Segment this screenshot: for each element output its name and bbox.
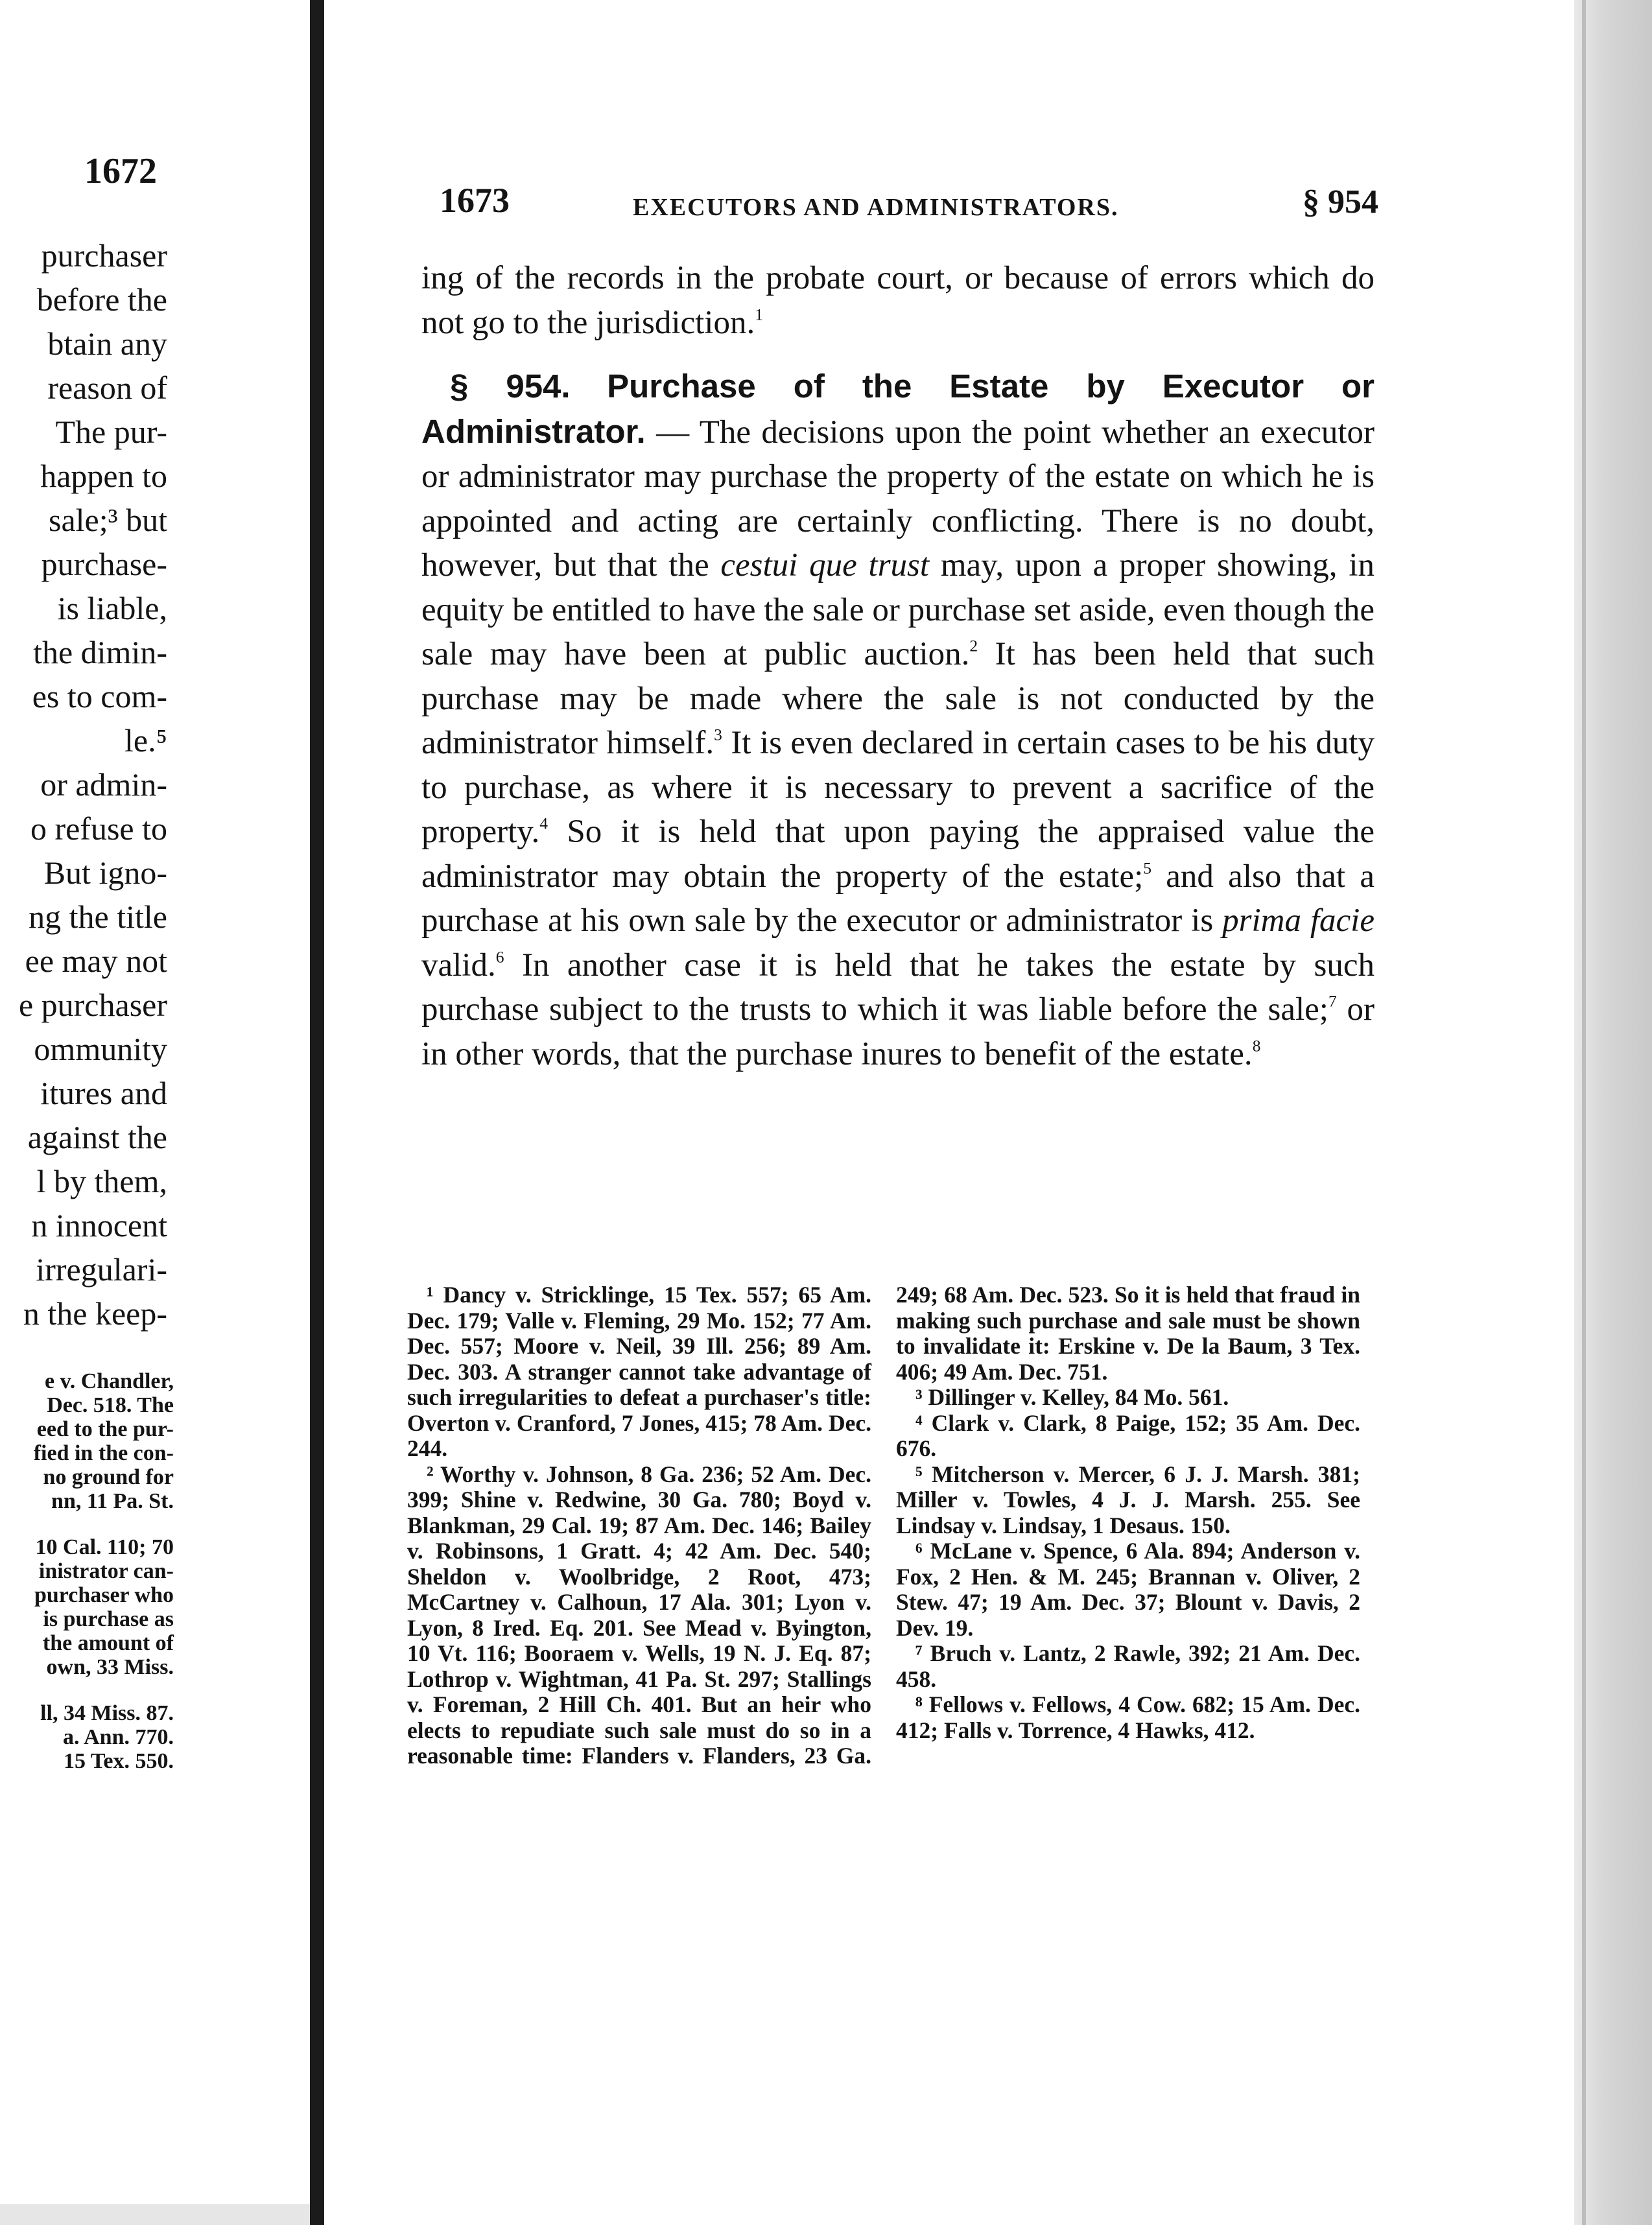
left-line: itures and (40, 1075, 167, 1111)
left-line: o refuse to (30, 810, 167, 847)
left-note-line: is purchase as (43, 1607, 174, 1631)
left-line: n the keep- (23, 1295, 167, 1332)
body-text: may, upon a proper showing, in equity be entitled to have the sale or purchase set aside, even though the sale may have been at public auction. (421, 547, 1375, 672)
left-line: the dimin- (33, 634, 167, 670)
footnote: ⁴ Clark v. Clark, 8 Paige, 152; 35 Am. Dec. 676. (896, 1409, 1360, 1461)
left-note-line: inistrator can- (38, 1559, 174, 1583)
footnote: ³ Dillinger v. Kelley, 84 Mo. 561. (915, 1384, 1229, 1410)
section-number: § 954. (450, 368, 571, 405)
left-line: sale;³ but (48, 502, 167, 538)
left-note-line: no ground for (43, 1465, 174, 1489)
page-edge (1574, 0, 1652, 2225)
body-text: — The decisions upon the point whether an executor or administrator may purchase the property of the estate on which he is appointed and acting are certainly conflicting. There is no doubt, however, but that the (421, 414, 1375, 583)
footnote: ⁷ Bruch v. Lantz, 2 Rawle, 392; 21 Am. Dec. 458. (896, 1640, 1360, 1692)
left-page-number: 1672 (84, 151, 157, 191)
left-note-line: a. Ann. 770. (63, 1725, 174, 1749)
left-line: The pur- (55, 414, 167, 450)
main-text (421, 256, 1375, 1076)
body-text: In another case it is held that he takes the estate by such purchase subject to the trusts to which it was liable before the sale; (421, 947, 1375, 1028)
left-note-line: ll, 34 Miss. 87. (40, 1701, 174, 1725)
left-note-line: fied in the con- (33, 1441, 174, 1465)
left-page-footnotes (0, 1369, 174, 1773)
left-line: es to com- (32, 678, 167, 714)
book-gutter (310, 0, 324, 2225)
footnote: ² Worthy v. Johnson, 8 Ga. 236; 52 Am. Dec. 399; Shine v. Redwine, 30 Ga. 780; Boyd v. Blankman, 29 Cal. 19; 87 Am. Dec. 146; Bailey v. Robinsons, 1 Gratt. 4; 42 Am. Dec. 540; Sheldon v. Woolbridge, 2 Root, 473; McCartney v. Calhoun, 17 Ala. 301; Lyon v. Lyon, 8 Ired. Eq. 201. See Mead v. Byington, 10 Vt. 116; Booraem v. Wells, 19 N. J. Eq. 87; Lothrop v. Wightman, 41 Pa. St. 297; Stallings v. Foreman, 2 Hill Ch. 401. But an heir who elects to repudiate such sale must do so in a reasonable time: Flanders v. Flanders, 23 Ga. 249; 68 Am. Dec. 523. So it is held that fraud in making such purchase and sale must be shown to invalidate it: Erskine v. De la Baum, 3 Tex. 406; 49 Am. Dec. 751. (407, 1282, 1360, 1769)
body-text: So it is held that upon paying the appraised value the administrator may obtain the property of the estate; (421, 814, 1375, 895)
left-line: But igno- (43, 854, 167, 891)
left-line: ee may not (25, 943, 167, 979)
left-page (0, 0, 310, 2225)
footnotes (407, 1282, 1360, 1769)
left-note-line: the amount of (42, 1631, 174, 1655)
left-line: or admin- (40, 766, 167, 803)
left-page-text (0, 233, 167, 1336)
footnote-ref: 1 (755, 305, 763, 324)
left-note-line: 10 Cal. 110; 70 (35, 1535, 174, 1559)
left-line: ng the title (29, 899, 167, 935)
page-edge-shadow (0, 2204, 310, 2225)
section-heading: Purchase of the Estate by Executor or Administrator. (421, 368, 1375, 450)
left-note-line: purchaser who (34, 1583, 174, 1607)
footnote-ref: 4 (539, 814, 548, 833)
left-note-line: e v. Chandler, (44, 1369, 174, 1393)
left-line: before the (36, 281, 167, 318)
footnote-ref: 5 (1143, 858, 1151, 878)
footnote-ref: 2 (969, 636, 978, 655)
left-line: n innocent (31, 1207, 167, 1243)
left-line: ommunity (34, 1031, 167, 1067)
left-note-line: 15 Tex. 550. (63, 1749, 174, 1773)
footnote-ref: 3 (714, 725, 722, 744)
left-note-line: nn, 11 Pa. St. (51, 1489, 174, 1513)
left-note-line: Dec. 518. The (47, 1393, 174, 1417)
body-text: It has been held that such purchase may be made where the sale is not conducted by the administrator himself. (421, 636, 1375, 761)
body-text: It is even declared in certain cases to be his duty to purchase, as where it is necessary to prevent a sacrifice of the property. (421, 725, 1375, 850)
carryover-text: ing of the records in the probate court, or because of errors which do not go to the jurisdiction. (421, 260, 1375, 341)
footnote: ⁶ McLane v. Spence, 6 Ala. 894; Anderson v. Fox, 2 Hen. & M. 245; Brannan v. Oliver, 2 Stew. 47; 19 Am. Dec. 37; Blount v. Davis, 2 Dev. 19. (896, 1538, 1360, 1641)
page-number: 1673 (440, 181, 510, 220)
body-text: valid. (421, 947, 496, 983)
left-note-line: own, 33 Miss. (46, 1655, 174, 1679)
left-line: le.⁵ (124, 722, 167, 759)
left-note-line: eed to the pur- (36, 1417, 174, 1441)
footnote-ref: 7 (1328, 991, 1337, 1011)
latin-phrase: prima facie (1222, 902, 1375, 939)
footnote-ref: 6 (495, 947, 504, 967)
carryover-paragraph (421, 256, 1375, 345)
running-head-title: EXECUTORS AND ADMINISTRATORS. (633, 194, 1119, 221)
left-line: irregulari- (36, 1251, 167, 1288)
body-text: and also that a purchase at his own sale by the executor or administrator is (421, 858, 1375, 939)
footnote-ref: 8 (1252, 1036, 1261, 1055)
section-paragraph (421, 364, 1375, 1076)
latin-phrase: cestui que trust (720, 547, 930, 583)
footnote: ⁸ Fellows v. Fellows, 4 Cow. 682; 15 Am. Dec. 412; Falls v. Torrence, 4 Hawks, 412. (896, 1691, 1360, 1743)
left-line: l by them, (36, 1163, 167, 1199)
page-edge-line (1582, 0, 1586, 2225)
left-line: reason of (47, 370, 167, 406)
footnote: ¹ Dancy v. Stricklinge, 15 Tex. 557; 65 Am. Dec. 179; Valle v. Fleming, 29 Mo. 152; 77 Am. Dec. 557; Moore v. Neil, 39 Ill. 256; 89 Am. Dec. 303. A stranger cannot take advantage of such irregularities to defeat a purchaser's title: Overton v. Cranford, 7 Jones, 415; 78 Am. Dec. 244. (407, 1282, 871, 1461)
left-line: btain any (47, 325, 167, 362)
running-header (440, 180, 1378, 226)
left-line: purchaser (41, 237, 167, 274)
left-line: happen to (40, 458, 167, 494)
body-text: or in other words, that the purchase inures to benefit of the estate. (421, 991, 1375, 1072)
left-line: against the (27, 1119, 167, 1155)
left-line: purchase- (41, 546, 167, 582)
footnote: ⁵ Mitcherson v. Mercer, 6 J. J. Marsh. 381; Miller v. Towles, 4 J. J. Marsh. 255. See Lindsay v. Lindsay, 1 Desaus. 150. (896, 1461, 1360, 1538)
section-reference: § 954 (1303, 183, 1378, 220)
left-line: e purchaser (18, 987, 167, 1023)
left-line: is liable, (57, 590, 167, 626)
